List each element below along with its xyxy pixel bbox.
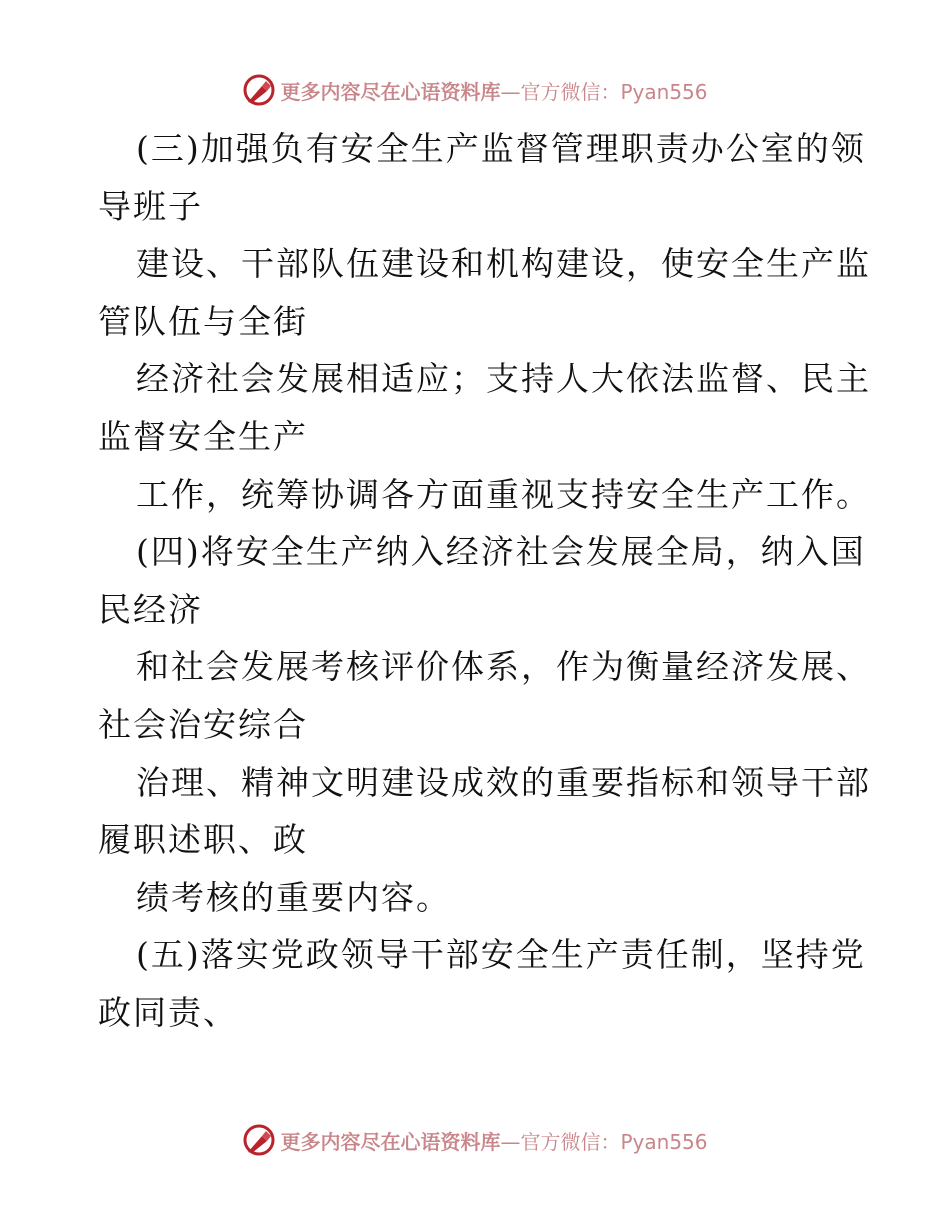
body-line: 民经济 xyxy=(98,589,203,629)
body-line: 经济社会发展相适应；支持人大依法监督、民主 xyxy=(136,359,871,399)
body-line: 监督安全生产 xyxy=(98,416,308,456)
body-line: (三)加强负有安全生产监督管理职责办公室的领 xyxy=(136,129,866,168)
header-banner-separator: —官方微信： xyxy=(500,79,621,104)
body-line: 社会治安综合 xyxy=(98,704,308,744)
pen-logo-icon xyxy=(242,1123,276,1157)
body-line: 管队伍与全街 xyxy=(98,301,308,341)
header-banner-wechat-id: Pyan556 xyxy=(620,79,708,104)
document-body xyxy=(98,120,871,1042)
header-banner xyxy=(0,70,950,110)
footer-banner-text xyxy=(280,1126,707,1155)
body-line: 绩考核的重要内容。 xyxy=(136,877,451,917)
footer-banner-wechat-id: Pyan556 xyxy=(620,1129,708,1154)
header-banner-text xyxy=(280,76,707,105)
body-line: 和社会发展考核评价体系，作为衡量经济发展、 xyxy=(136,647,871,687)
header-banner-title: 更多内容尽在心语资料库 xyxy=(280,79,501,104)
body-line: 履职述职、政 xyxy=(98,820,308,860)
footer-banner-title: 更多内容尽在心语资料库 xyxy=(280,1129,501,1154)
body-line: 政同责、 xyxy=(98,992,238,1032)
body-line: 工作，统筹协调各方面重视支持安全生产工作。 xyxy=(136,474,871,514)
pen-logo-icon xyxy=(242,73,276,107)
body-line: 治理、精神文明建设成效的重要指标和领导干部 xyxy=(136,762,871,802)
body-line: (四)将安全生产纳入经济社会发展全局，纳入国 xyxy=(136,532,866,572)
body-line: 建设、干部队伍建设和机构建设，使安全生产监 xyxy=(136,244,871,284)
body-line: 导班子 xyxy=(98,186,203,226)
footer-banner-separator: —官方微信： xyxy=(500,1129,621,1154)
body-line: (五)落实党政领导干部安全生产责任制，坚持党 xyxy=(136,935,866,975)
footer-banner xyxy=(0,1120,950,1160)
